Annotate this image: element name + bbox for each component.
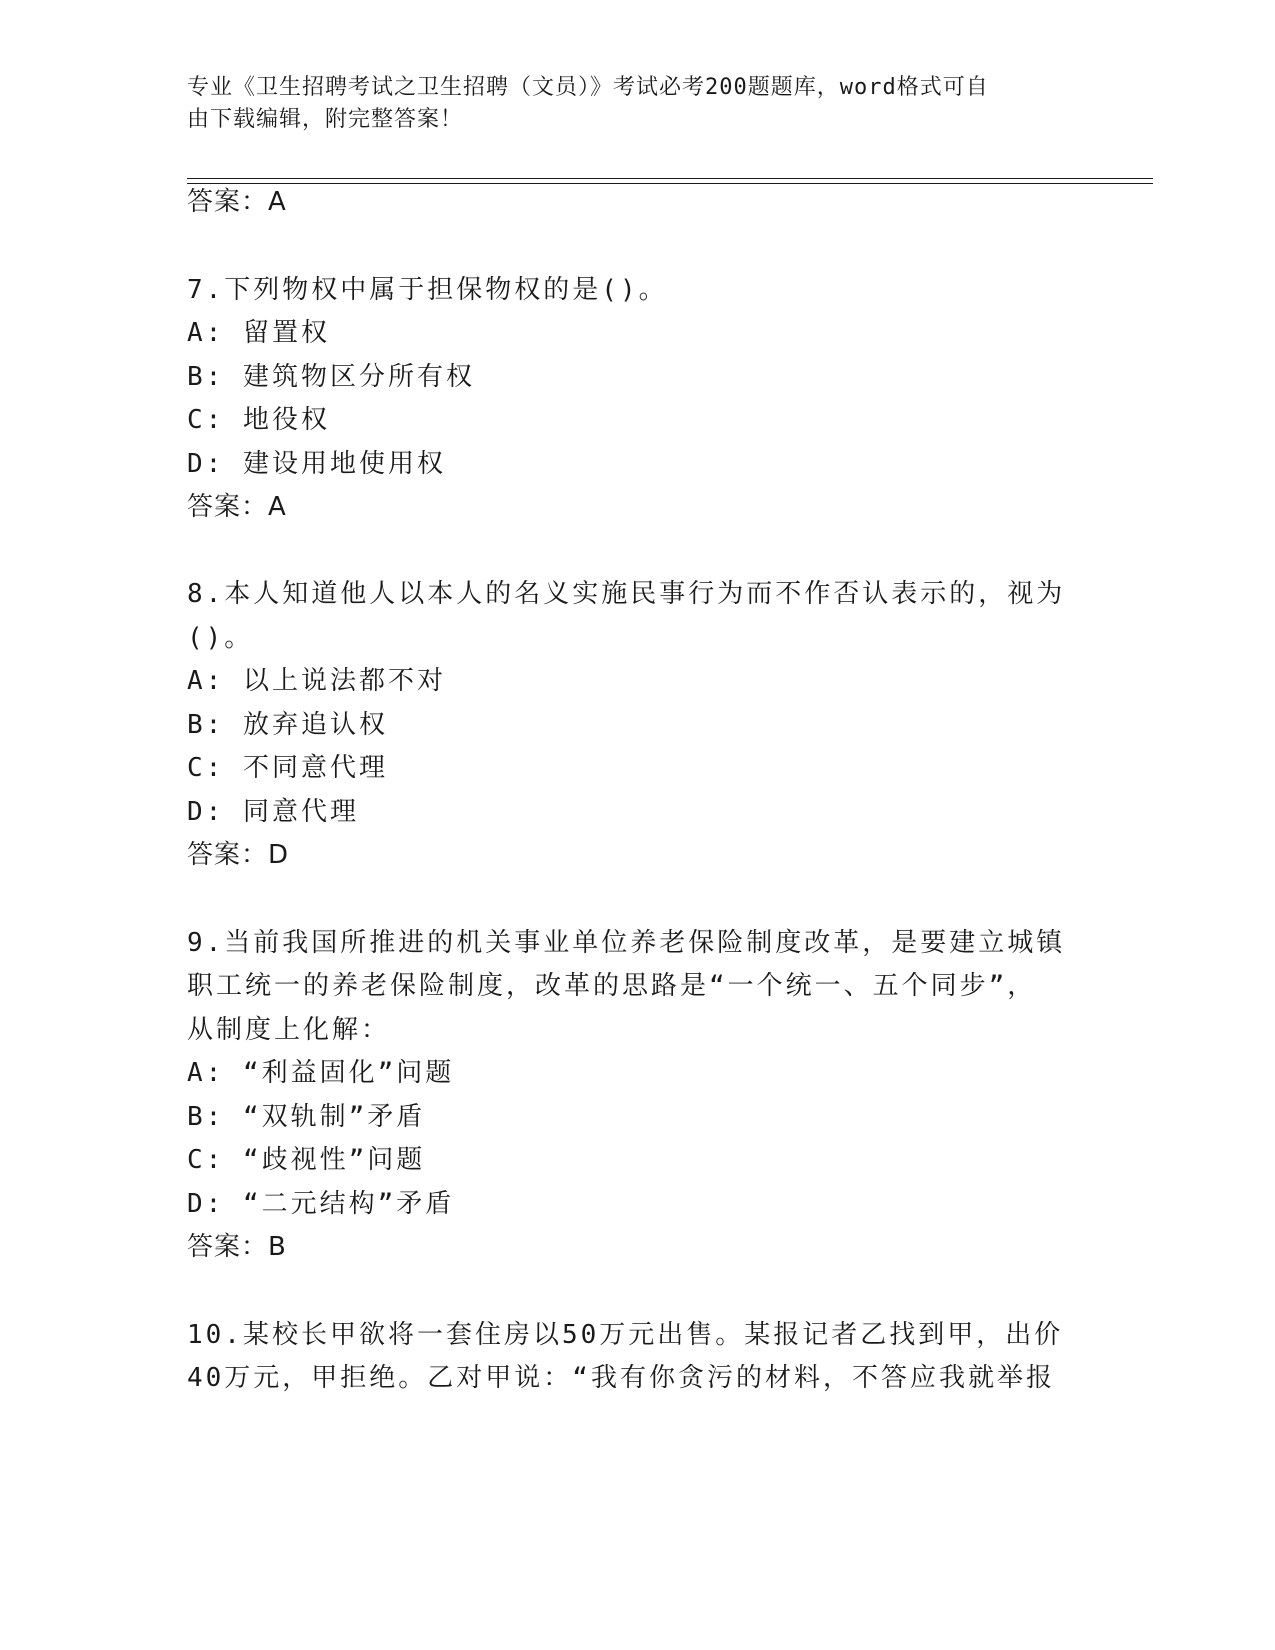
option-d: D: 同意代理 xyxy=(187,797,359,827)
option-c: C: 不同意代理 xyxy=(187,753,388,783)
question-stem-line-1: 9.当前我国所推进的机关事业单位养老保险制度改革，是要建立城镇 xyxy=(187,928,1066,958)
option-a: A: 以上说法都不对 xyxy=(187,666,446,696)
document-header xyxy=(187,72,1067,136)
question-stem-line-2: 40万元，甲拒绝。乙对甲说：“我有你贪污的材料，不答应我就举报 xyxy=(187,1363,1055,1393)
option-b: B: 建筑物区分所有权 xyxy=(187,362,475,392)
option-c: C: “歧视性”问题 xyxy=(187,1145,426,1175)
option-a: A: 留置权 xyxy=(187,318,330,348)
header-line-2: 由下载编辑，附完整答案！ xyxy=(187,107,464,132)
answer: 答案：D xyxy=(187,840,290,870)
answer: 答案：A xyxy=(187,492,287,522)
option-c: C: 地役权 xyxy=(187,405,330,435)
option-d: D: “二元结构”矛盾 xyxy=(187,1189,455,1219)
previous-answer: 答案：A xyxy=(187,187,287,217)
option-b: B: “双轨制”矛盾 xyxy=(187,1102,426,1132)
question-stem-line-2: 职工统一的养老保险制度，改革的思路是“一个统一、五个同步”， xyxy=(187,971,1037,1001)
answer: 答案：B xyxy=(187,1232,287,1262)
header-divider-top xyxy=(187,178,1153,179)
question-stem-line-3: 从制度上化解： xyxy=(187,1015,391,1045)
header-line-1: 专业《卫生招聘考试之卫生招聘（文员）》考试必考200题题库，word格式可自 xyxy=(187,75,989,100)
question-stem-line-1: 8.本人知道他人以本人的名义实施民事行为而不作否认表示的，视为 xyxy=(187,579,1066,609)
option-b: B: 放弃追认权 xyxy=(187,710,388,740)
question-stem: 7.下列物权中属于担保物权的是()。 xyxy=(187,275,668,305)
option-d: D: 建设用地使用权 xyxy=(187,449,446,479)
header-divider-bottom xyxy=(187,183,1153,184)
question-stem-line-1: 10.某校长甲欲将一套住房以50万元出售。某报记者乙找到甲，出价 xyxy=(187,1320,1064,1350)
question-stem-line-2: ()。 xyxy=(187,623,254,653)
option-a: A: “利益固化”问题 xyxy=(187,1058,455,1088)
